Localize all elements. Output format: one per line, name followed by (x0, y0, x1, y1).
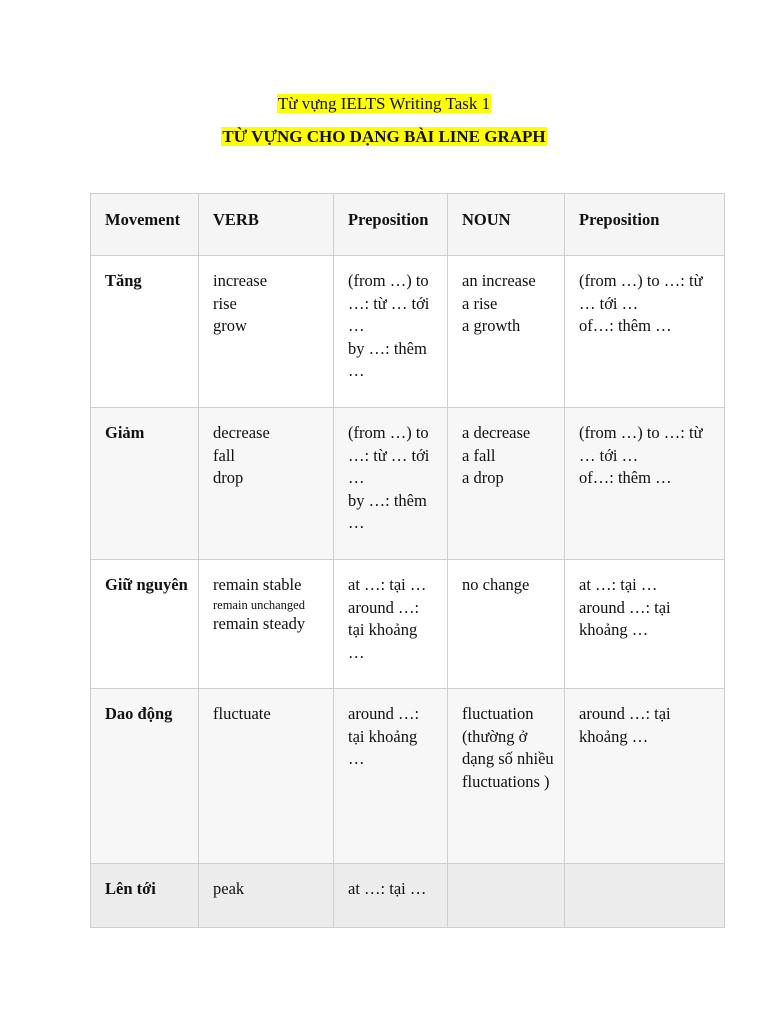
preposition-cell: around …: tại khoảng … (334, 689, 448, 864)
noun-preposition-cell: at …: tại … around …: tại khoảng … (565, 560, 725, 689)
header-noun: NOUN (448, 194, 565, 256)
table-row (91, 560, 725, 689)
table-row (91, 408, 725, 560)
noun-cell (448, 864, 565, 928)
movement-cell: Lên tới (91, 864, 199, 928)
noun-cell: a decrease a fall a drop (448, 408, 565, 560)
noun-preposition-cell (565, 864, 725, 928)
table-row (91, 864, 725, 928)
preposition-cell: at …: tại … around …: tại khoảng … (334, 560, 448, 689)
verb-cell: fluctuate (199, 689, 334, 864)
document-subtitle: TỪ VỰNG CHO DẠNG BÀI LINE GRAPH (222, 127, 546, 146)
movement-cell: Giữ nguyên (91, 560, 199, 689)
verb-cell: remain stable remain unchanged remain steady (199, 560, 334, 689)
table-row (91, 689, 725, 864)
noun-preposition-cell: around …: tại khoảng … (565, 689, 725, 864)
movement-cell: Dao động (91, 689, 199, 864)
preposition-cell: (from …) to …: từ … tới … by …: thêm … (334, 408, 448, 560)
noun-cell: an increase a rise a growth (448, 256, 565, 408)
movement-cell: Giảm (91, 408, 199, 560)
document-title: Từ vựng IELTS Writing Task 1 (277, 94, 491, 113)
movement-cell: Tăng (91, 256, 199, 408)
header-preposition-verb: Preposition (334, 194, 448, 256)
verb-cell: increase rise grow (199, 256, 334, 408)
noun-cell: fluctuation (thường ở dạng số nhiều fluctuations ) (448, 689, 565, 864)
preposition-cell: at …: tại … (334, 864, 448, 928)
preposition-cell: (from …) to …: từ … tới … by …: thêm … (334, 256, 448, 408)
noun-preposition-cell: (from …) to …: từ … tới … of…: thêm … (565, 408, 725, 560)
table-header-row (91, 194, 725, 256)
header-preposition-noun: Preposition (565, 194, 725, 256)
verb-cell: peak (199, 864, 334, 928)
table-row (91, 256, 725, 408)
header-verb: VERB (199, 194, 334, 256)
header-movement: Movement (91, 194, 199, 256)
noun-cell: no change (448, 560, 565, 689)
noun-preposition-cell: (from …) to …: từ … tới … of…: thêm … (565, 256, 725, 408)
vocabulary-table (90, 193, 725, 928)
verb-cell: decrease fall drop (199, 408, 334, 560)
